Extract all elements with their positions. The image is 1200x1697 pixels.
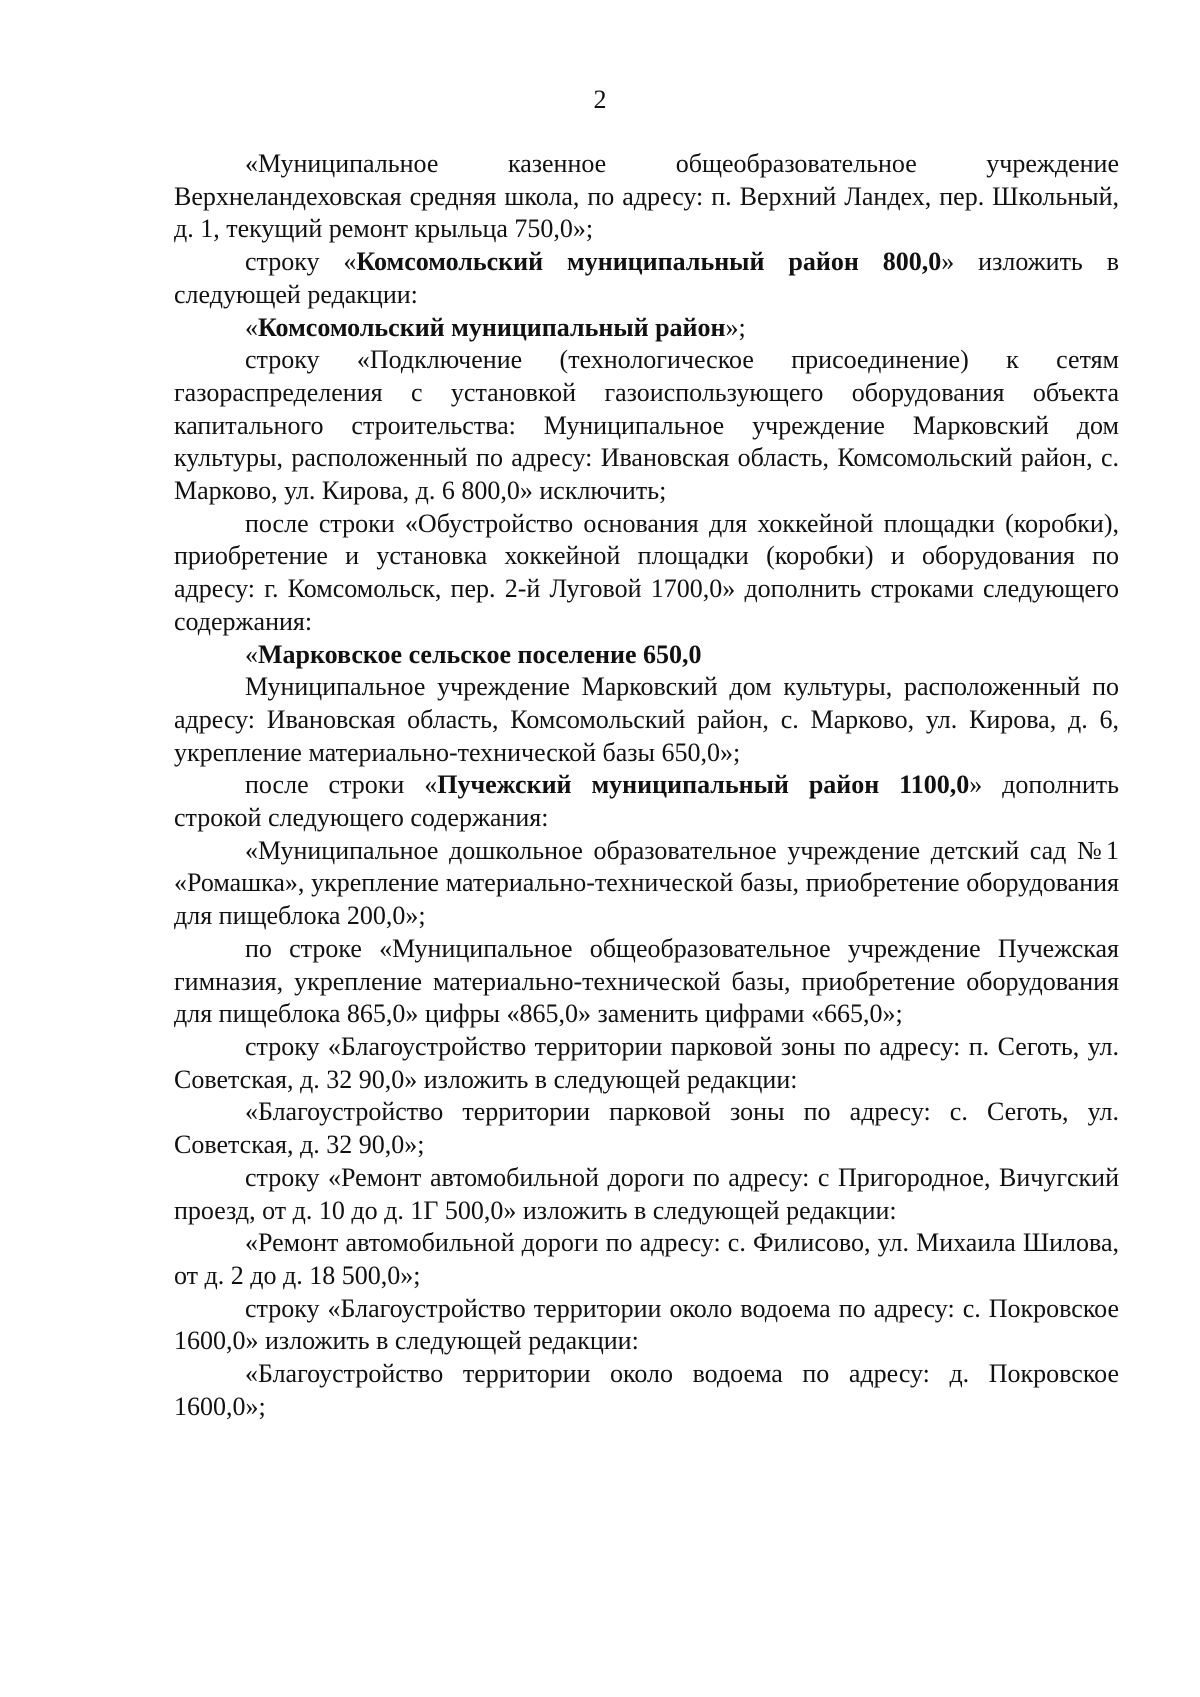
paragraph-3-text-start: « — [245, 312, 258, 342]
paragraph-1 — [174, 148, 1119, 246]
paragraph-4-text: строку «Подключение (технологическое присоединение) к сетям газораспределения с установкой газоиспользующего оборудования объекта капитального строительства: Муниципальное учреждение Марковский дом культуры, расположенный по адресу: Ивановская область, Комсомольский район, с. Марково, ул. Кирова, д. 6 800,0» исключить; — [174, 345, 1119, 506]
paragraph-3-bold: Комсомольский муниципальный район — [258, 312, 726, 342]
page-number: 2 — [593, 85, 607, 114]
paragraph-11 — [174, 1031, 1119, 1096]
paragraph-12 — [174, 1096, 1119, 1161]
paragraph-6 — [174, 639, 1119, 672]
paragraph-8 — [174, 769, 1119, 834]
paragraph-2-text-end: » изложить в следующей редакции: — [174, 247, 1120, 309]
paragraph-11-text: строку «Благоустройство территории парковой зоны по адресу: п. Сеготь, ул. Советская, д. 32 90,0» изложить в следующей редакции: — [174, 1031, 1119, 1094]
paragraph-14 — [174, 1227, 1119, 1292]
paragraph-5 — [174, 508, 1119, 639]
paragraph-2 — [174, 246, 1119, 311]
paragraph-3-text-end: »; — [725, 312, 746, 342]
paragraph-16-text: «Благоустройство территории около водоема по адресу: д. Покровское 1600,0»; — [174, 1359, 1119, 1421]
paragraph-9-text: «Муниципальное дошкольное образовательное учреждение детский сад №1 «Ромашка», укрепление материально-технической базы, приобретение оборудования для пищеблока 200,0»; — [174, 835, 1119, 931]
paragraph-5-text: после строки «Обустройство основания для хоккейной площадки (коробки), приобретение и установка хоккейной площадки (коробки) и оборудования по адресу: г. Комсомольск, пер. 2-й Луговой 1700,0» дополнить строками следующего содержания: — [174, 508, 1119, 636]
paragraph-8-text-start: после строки « — [245, 770, 438, 800]
document-body — [174, 148, 1119, 1423]
paragraph-7 — [174, 671, 1119, 769]
paragraph-7-text: Муниципальное учреждение Марковский дом культуры, расположенный по адресу: Ивановская область, Комсомольский район, с. Марково, ул. Кирова, д. 6, укрепление материально-технической базы 650,0»; — [174, 672, 1119, 767]
paragraph-6-text-start: « — [245, 639, 258, 669]
paragraph-6-bold: Марковское сельское поселение 650,0 — [258, 639, 702, 669]
paragraph-10 — [174, 933, 1119, 1031]
paragraph-4 — [174, 344, 1119, 508]
paragraph-15-text: строку «Благоустройство территории около водоема по адресу: с. Покровское 1600,0» изложить в следующей редакции: — [174, 1293, 1119, 1356]
paragraph-10-text: по строке «Муниципальное общеобразовательное учреждение Пучежская гимназия, укрепление материально-технической базы, приобретение оборудования для пищеблока 865,0» цифры «865,0» заменить цифрами «665,0»; — [174, 933, 1119, 1029]
paragraph-8-text-end: » дополнить строкой следующего содержания: — [174, 770, 1119, 833]
paragraph-13 — [174, 1162, 1119, 1227]
paragraph-8-bold: Пучежский муниципальный район 1100,0 — [437, 770, 970, 800]
paragraph-14-text: «Ремонт автомобильной дороги по адресу: с. Филисово, ул. Михаила Шилова, от д. 2 до д. 18 500,0»; — [174, 1228, 1119, 1290]
paragraph-2-bold: Комсомольский муниципальный район 800,0 — [356, 247, 942, 277]
paragraph-16 — [174, 1358, 1119, 1423]
paragraph-9 — [174, 835, 1119, 933]
paragraph-12-text: «Благоустройство территории парковой зоны по адресу: с. Сеготь, ул. Советская, д. 32 90,0»; — [174, 1097, 1119, 1160]
paragraph-1-text: «Муниципальное казенное общеобразовательное учреждение Верхнеландеховская средняя школа, по адресу: п. Верхний Ландех, пер. Школьный, д. 1, текущий ремонт крыльца 750,0»; — [174, 149, 1119, 244]
paragraph-3 — [174, 312, 1119, 345]
paragraph-13-text: строку «Ремонт автомобильной дороги по адресу: с Пригородное, Вичугский проезд, от д. 10 до д. 1Г 500,0» изложить в следующей редакции: — [174, 1162, 1119, 1225]
paragraph-2-text-start: строку « — [245, 247, 357, 277]
paragraph-15 — [174, 1293, 1119, 1358]
